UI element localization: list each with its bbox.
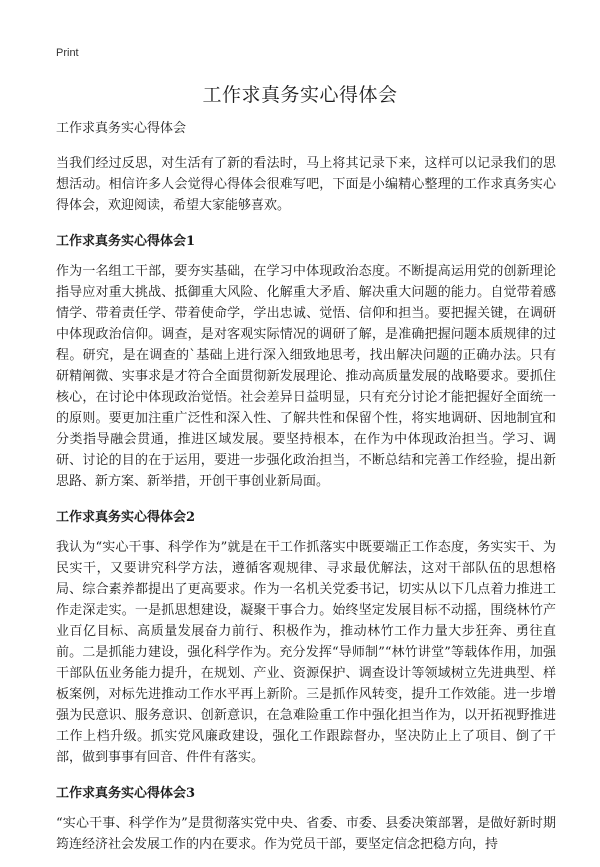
document-subtitle: 工作求真务实心得体会 bbox=[56, 121, 187, 136]
section-paragraph: 我认为“实心干事、科学作为”就是在干工作抓落实中既要端正工作态度，务实实干、为民实干，又要讲究科学方法，遵循客观规律、寻求最优解法，这对干部队伍的思想格局、综合素养都提出了更高要求。作为一名机关党委书记，切实从以下几点着力推进工作走深走实。一是抓思想建设，凝聚干事合力。始终坚定发展目标不动摇，围绕林竹产业百亿目标、高质量发展奋力前行、积极作为，推动林竹工作力量大步狂奔、勇往直前。二是抓能力建设，强化科学作为。充分发挥“导师制”“林竹讲堂”等载体作用，加强干部队伍业务能力提升，在规划、产业、资源保护、调查设计等领域树立先进典型、样板案例，对标先进推动工作水平再上新阶。三是抓作风转变，提升工作效能。进一步增强为民意识、服务意识、创新意识，在急难险重工作中强化担当作为，以开拓视野推进工作上档升级。抓实党风廉政建设，强化工作跟踪督办，坚决防止上了项目、倒了干部，做到事事有回音、件件有落实。 bbox=[56, 540, 556, 765]
print-link[interactable]: Print bbox=[56, 47, 79, 59]
section-paragraph: 作为一名组工干部，要夯实基础，在学习中体现政治态度。不断提高运用党的创新理论指导应对重大挑战、抵御重大风险、化解重大矛盾、解决重大问题的能力。自觉带着感情学、带着责任学、带着使命学，学出忠诚、觉悟、信仰和担当。要把握关键，在调研中体现政治信仰。调查，是对客观实际情况的调研了解，是准确把握问题本质规律的过程。研究，是在调查的`基础上进行深入细致地思考，找出解决问题的正确办法。只有研精阐微、实事求是才符合全面贯彻新发展理论、推动高质量发展的战略要求。要抓住核心，在讨论中体现政治觉悟。社会差异日益明显，只有充分讨论才能把握好全面统一的原则。要更加注重广泛性和深入性、了解共性和保留个性，将实地调研、因地制宜和分类指导融会贯通，推进区域发展。要坚持根本，在作为中体现政治担当。学习、调研、讨论的目的在于运用，要进一步强化政治担当，不断总结和完善工作经验，提出新思路、新方案、新举措，开创干事创业新局面。 bbox=[56, 264, 556, 489]
section-heading: 工作求真务实心得体会2 bbox=[56, 510, 196, 525]
document-title: 工作求真务实心得体会 bbox=[202, 84, 398, 106]
document-body bbox=[56, 119, 556, 867]
section-paragraph: “实心干事、科学作为”是贯彻落实党中央、省委、市委、县委决策部署，是做好新时期筠连经济社会发展工作的内在要求。作为党员干部，要坚定信念把稳方向，持 bbox=[56, 816, 556, 852]
section-3 bbox=[56, 784, 556, 855]
section-heading: 工作求真务实心得体会3 bbox=[56, 786, 196, 801]
section-2 bbox=[56, 508, 556, 768]
intro-paragraph: 当我们经过反思，对生活有了新的看法时，马上将其记录下来，这样可以记录我们的思想活动。相信许多人会觉得心得体会很难写吧，下面是小编精心整理的工作求真务实心得体会，欢迎阅读，希望大家能够喜欢。 bbox=[56, 156, 556, 213]
section-1 bbox=[56, 232, 556, 492]
section-heading: 工作求真务实心得体会1 bbox=[56, 234, 196, 249]
